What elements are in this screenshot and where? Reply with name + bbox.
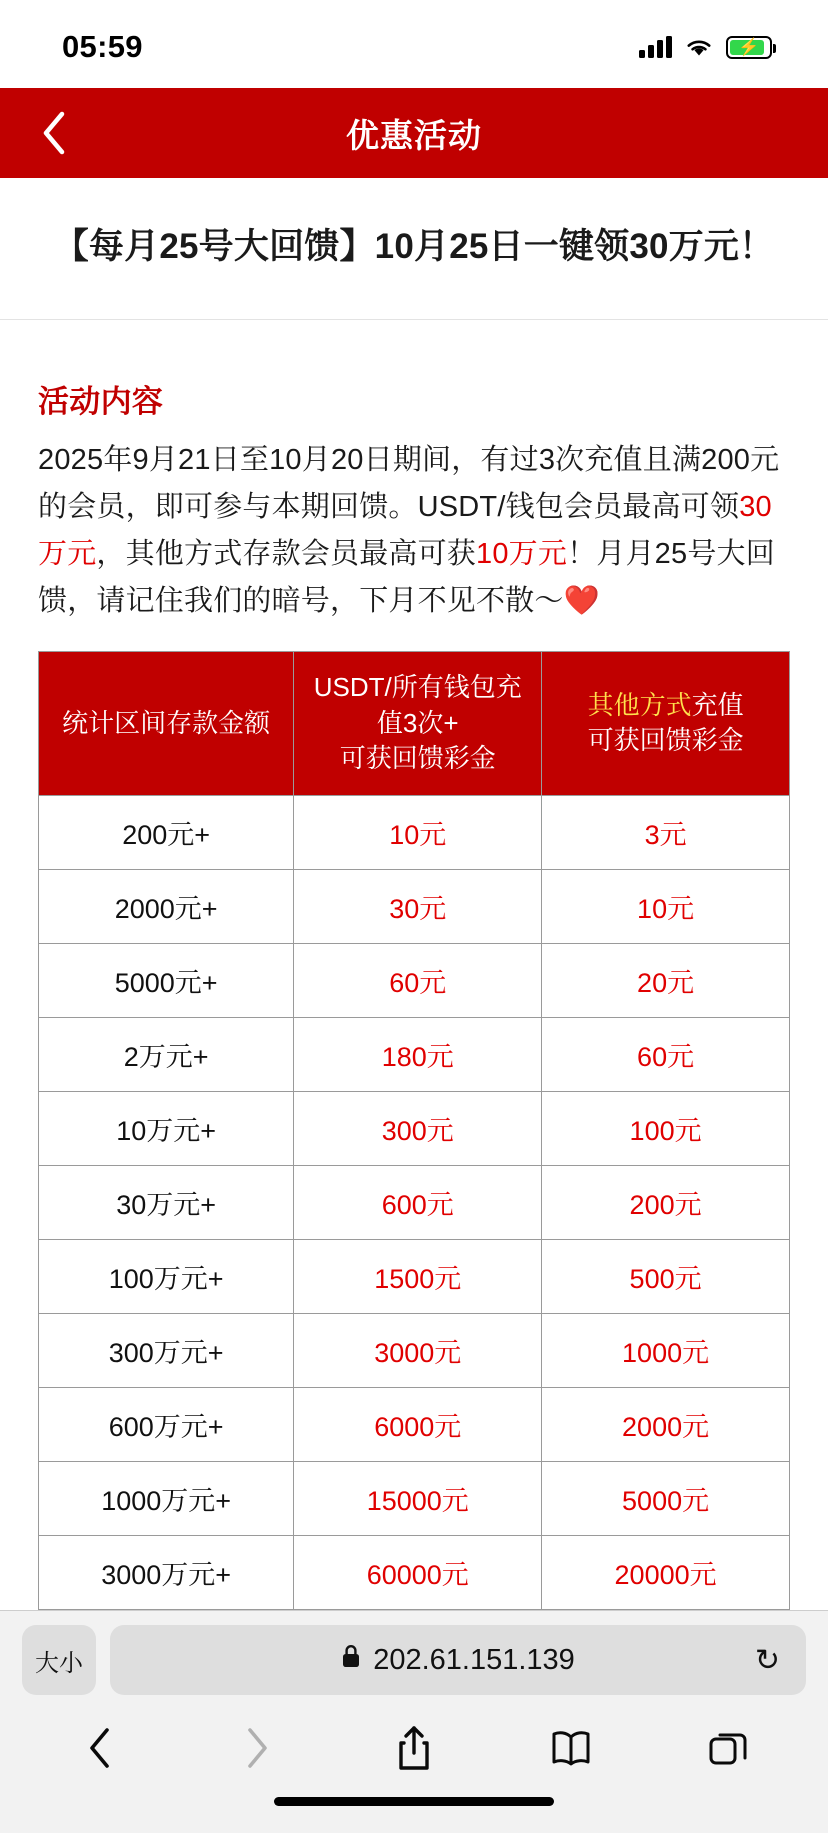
text-size-button[interactable]: 大小 xyxy=(22,1625,96,1695)
table-header-row xyxy=(39,651,790,796)
cell-deposit-range: 1000万元+ xyxy=(39,1462,294,1536)
share-button[interactable] xyxy=(378,1717,450,1779)
cell-deposit-range: 200元+ xyxy=(39,796,294,870)
url-row xyxy=(22,1625,806,1695)
cell-deposit-range: 30万元+ xyxy=(39,1166,294,1240)
page-title: 优惠活动 xyxy=(346,116,482,154)
section-heading: 活动内容 xyxy=(38,383,164,419)
home-indicator-area xyxy=(22,1789,806,1833)
cell-other-bonus: 200元 xyxy=(542,1166,790,1240)
cell-usdt-bonus: 3000元 xyxy=(294,1314,542,1388)
cell-usdt-bonus: 6000元 xyxy=(294,1388,542,1462)
cell-usdt-bonus: 10元 xyxy=(294,796,542,870)
cell-deposit-range: 3000万元+ xyxy=(39,1536,294,1610)
address-bar-content xyxy=(341,1643,575,1677)
cell-usdt-bonus: 300元 xyxy=(294,1092,542,1166)
table-header-usdt xyxy=(294,651,542,796)
table-row xyxy=(39,1092,790,1166)
lock-icon xyxy=(341,1643,361,1677)
chevron-left-icon xyxy=(40,110,68,156)
cell-deposit-range: 2000元+ xyxy=(39,870,294,944)
cell-other-bonus: 100元 xyxy=(542,1092,790,1166)
description-part-2: ，其他方式存款会员最高可获 xyxy=(96,537,477,570)
browser-forward-button[interactable] xyxy=(221,1717,293,1779)
table-row xyxy=(39,1314,790,1388)
share-icon xyxy=(396,1724,432,1772)
battery-charging-icon: ⚡ xyxy=(726,36,772,59)
cell-other-bonus: 500元 xyxy=(542,1240,790,1314)
header-usdt-line3: 可获回馈彩金 xyxy=(339,743,496,774)
cell-usdt-bonus: 15000元 xyxy=(294,1462,542,1536)
wifi-icon xyxy=(684,36,714,58)
cell-deposit-range: 300万元+ xyxy=(39,1314,294,1388)
rebate-table-body xyxy=(39,796,790,1610)
table-row xyxy=(39,1462,790,1536)
cell-other-bonus: 20元 xyxy=(542,944,790,1018)
cellular-signal-icon xyxy=(639,36,672,58)
status-bar-time: 05:59 xyxy=(62,29,143,64)
cell-usdt-bonus: 180元 xyxy=(294,1018,542,1092)
address-bar[interactable] xyxy=(110,1625,806,1695)
description-part-3: ！月月25号大回馈，请记住我们的暗号，下月不见不散～❤️ xyxy=(38,537,775,617)
status-bar xyxy=(0,0,828,88)
description-highlight-2: 10万元 xyxy=(476,537,568,570)
cell-deposit-range: 2万元+ xyxy=(39,1018,294,1092)
description-part-1: 2025年9月21日至10月20日期间，有过3次充值且满200元的会员，即可参与本期回馈。USDT/钱包会员最高可领 xyxy=(38,443,780,523)
cell-usdt-bonus: 1500元 xyxy=(294,1240,542,1314)
cell-other-bonus: 5000元 xyxy=(542,1462,790,1536)
cell-other-bonus: 60元 xyxy=(542,1018,790,1092)
home-indicator[interactable] xyxy=(274,1797,554,1806)
back-button[interactable] xyxy=(24,103,84,163)
chevron-left-icon xyxy=(87,1726,113,1770)
cell-other-bonus: 10元 xyxy=(542,870,790,944)
description-highlight-1: 30万元 xyxy=(38,490,772,570)
table-row xyxy=(39,796,790,870)
rebate-table-head xyxy=(39,651,790,796)
cell-other-bonus: 3元 xyxy=(542,796,790,870)
browser-toolbar xyxy=(22,1695,806,1789)
cell-other-bonus: 1000元 xyxy=(542,1314,790,1388)
article-title: 【每月25号大回馈】10月25日一键领30万元！ xyxy=(0,178,828,320)
header-usdt-line2: 值3次+ xyxy=(376,707,459,738)
rebate-table xyxy=(38,651,790,1611)
cell-usdt-bonus: 60元 xyxy=(294,944,542,1018)
cell-deposit-range: 600万元+ xyxy=(39,1388,294,1462)
browser-back-button[interactable] xyxy=(64,1717,136,1779)
table-row xyxy=(39,1018,790,1092)
activity-description xyxy=(38,437,790,625)
table-row xyxy=(39,944,790,1018)
chevron-right-icon xyxy=(244,1726,270,1770)
reload-icon[interactable]: ↻ xyxy=(754,1643,780,1677)
table-row xyxy=(39,1536,790,1610)
page-navbar xyxy=(0,88,828,178)
table-header-range: 统计区间存款金额 xyxy=(39,651,294,796)
status-bar-indicators xyxy=(639,30,772,59)
activity-section xyxy=(0,320,828,1611)
cell-other-bonus: 2000元 xyxy=(542,1388,790,1462)
cell-deposit-range: 100万元+ xyxy=(39,1240,294,1314)
cell-usdt-bonus: 600元 xyxy=(294,1166,542,1240)
table-row xyxy=(39,1240,790,1314)
book-icon xyxy=(550,1729,592,1767)
header-other-line1-yellow: 其他方式 xyxy=(587,689,692,720)
header-other-line2: 可获回馈彩金 xyxy=(587,725,744,756)
tabs-button[interactable] xyxy=(692,1717,764,1779)
browser-bottom-bar xyxy=(0,1610,828,1833)
cell-other-bonus: 20000元 xyxy=(542,1536,790,1610)
bookmarks-button[interactable] xyxy=(535,1717,607,1779)
table-row xyxy=(39,870,790,944)
url-text: 202.61.151.139 xyxy=(373,1643,575,1676)
table-row xyxy=(39,1388,790,1462)
cell-deposit-range: 5000元+ xyxy=(39,944,294,1018)
cell-usdt-bonus: 60000元 xyxy=(294,1536,542,1610)
cell-usdt-bonus: 30元 xyxy=(294,870,542,944)
article-content xyxy=(0,178,828,1610)
tabs-icon xyxy=(708,1728,748,1768)
cell-deposit-range: 10万元+ xyxy=(39,1092,294,1166)
header-other-line1-rest: 充值 xyxy=(691,689,744,720)
table-header-other xyxy=(542,651,790,796)
header-usdt-line1: USDT/所有钱包充 xyxy=(313,671,522,702)
table-row xyxy=(39,1166,790,1240)
